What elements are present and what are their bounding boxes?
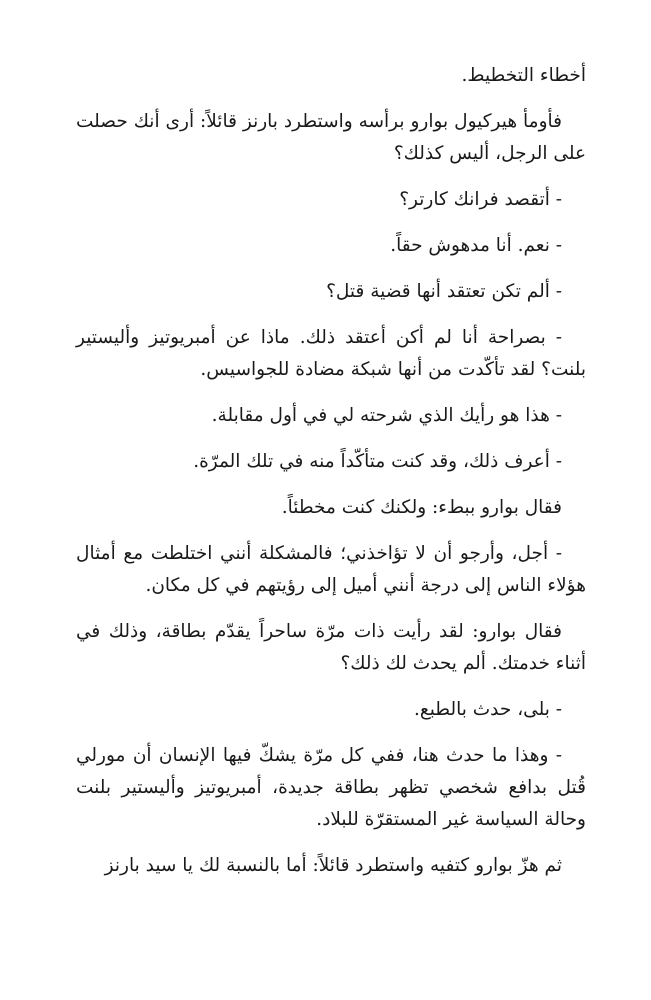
paragraph-3: - أتقصد فرانك كارتر؟ — [399, 189, 562, 210]
book-page — [76, 60, 586, 882]
paragraph-12: - بلى، حدث بالطبع. — [413, 699, 562, 720]
paragraph-11: فقال بوارو: لقد رأيت ذات مرّة ساحراً يقدّم بطاقة، وذلك في أثناء خدمتك. ألم يحدث لك ذلك؟ — [76, 621, 586, 674]
paragraph-2: فأومأ هيركيول بوارو برأسه واستطرد بارنز قائلاً: أرى أنك حصلت على الرجل، أليس كذلك؟ — [76, 111, 586, 164]
paragraph-4: - نعم. أنا مدهوش حقاً. — [390, 235, 562, 256]
paragraph-14: ثم هزّ بوارو كتفيه واستطرد قائلاً: أما بالنسبة لك يا سيد بارنز — [104, 855, 562, 876]
paragraph-13: - وهذا ما حدث هنا، ففي كل مرّة يشكّ فيها الإنسان أن مورلي قُتل بدافع شخصي تظهر بطاقة جديدة، أمبريوتيز وأليستير بلنت وحالة السياسة غير المستقرّة للبلاد. — [76, 745, 586, 830]
paragraph-7: - هذا هو رأيك الذي شرحته لي في أول مقابلة. — [211, 405, 562, 426]
paragraph-8: - أعرف ذلك، وقد كنت متأكّداً منه في تلك المرّة. — [193, 451, 562, 472]
paragraph-1: أخطاء التخطيط. — [461, 65, 586, 86]
paragraph-6: - بصراحة أنا لم أكن أعتقد ذلك. ماذا عن أمبريوتيز وأليستير بلنت؟ لقد تأكّدت من أنها شبكة مضادة للجواسيس. — [76, 327, 586, 380]
paragraph-9: فقال بوارو ببطء: ولكنك كنت مخطئاً. — [281, 497, 562, 518]
paragraph-5: - ألم تكن تعتقد أنها قضية قتل؟ — [326, 281, 562, 302]
paragraph-10: - أجل، وأرجو أن لا تؤاخذني؛ فالمشكلة أنني اختلطت مع أمثال هؤلاء الناس إلى درجة أنني أميل إلى رؤيتهم في كل مكان. — [76, 543, 586, 596]
